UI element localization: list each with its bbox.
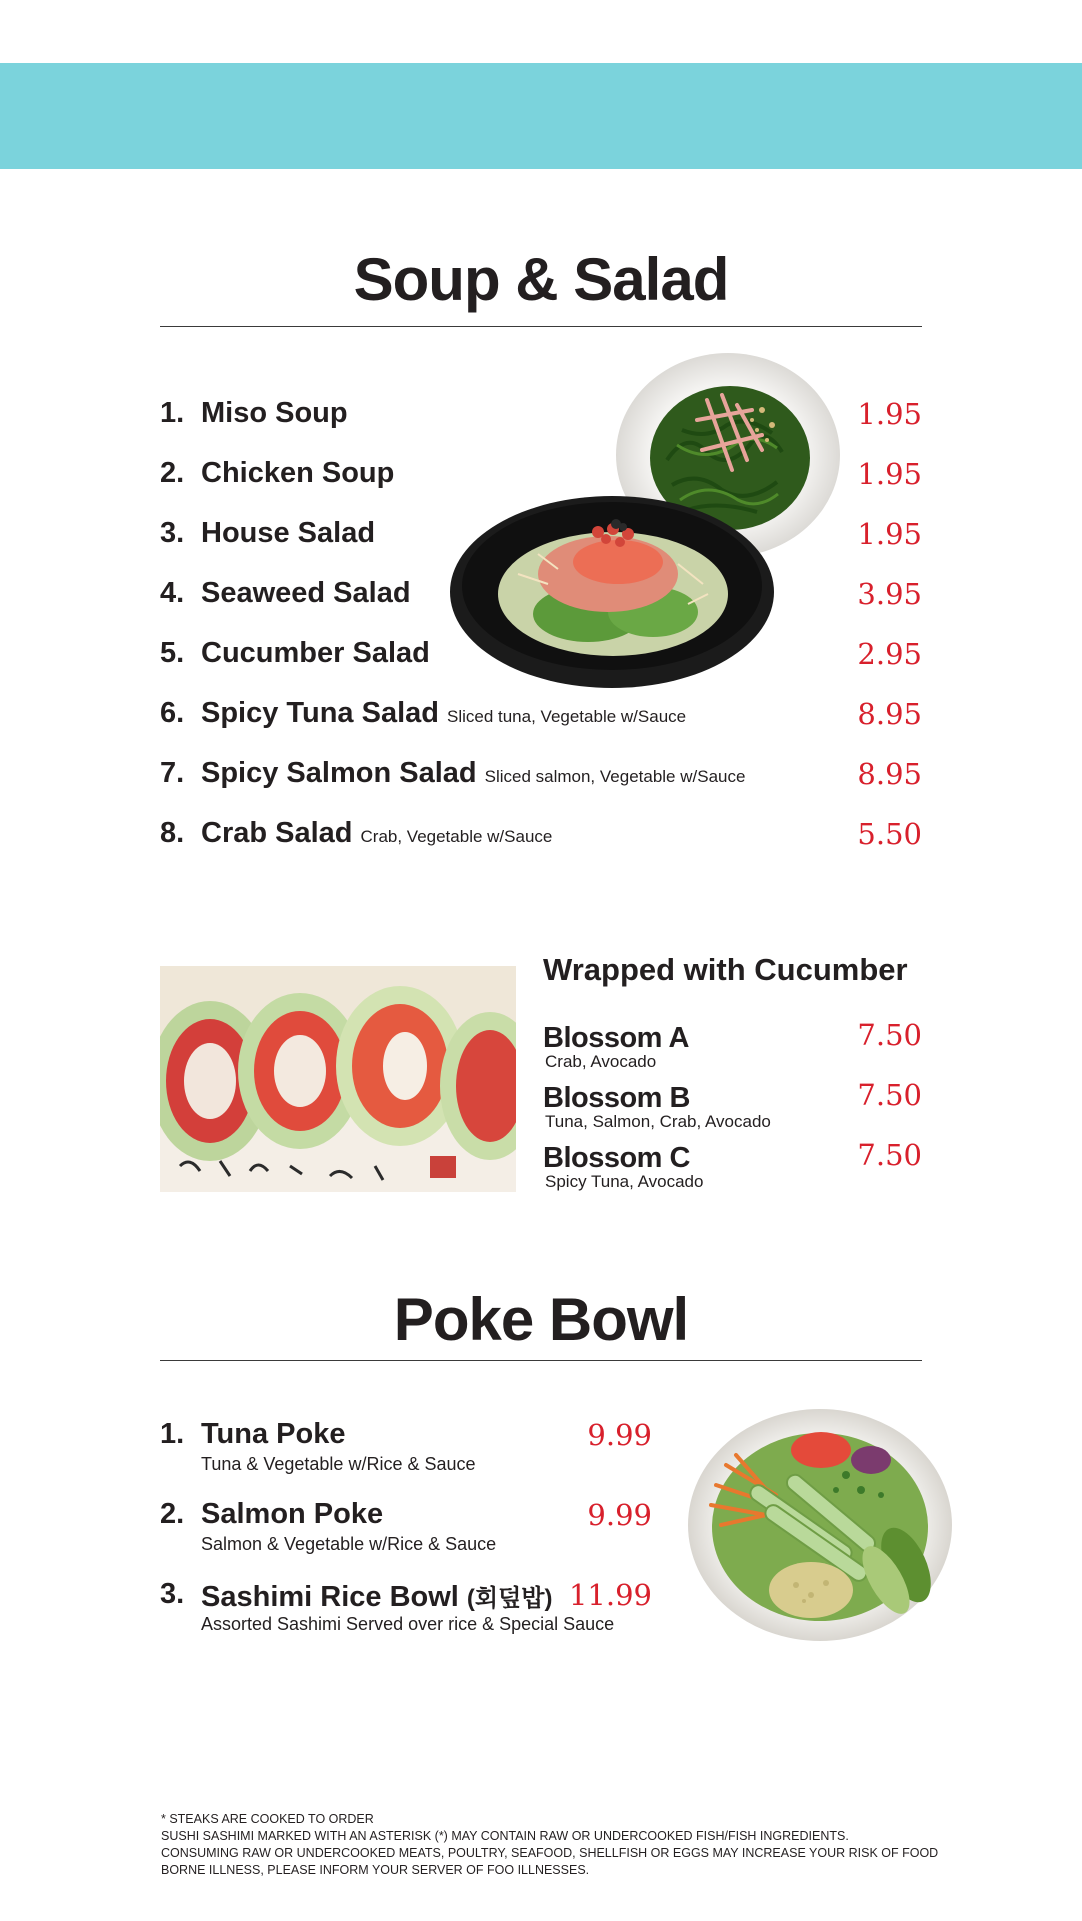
item-price: 2.95: [857, 637, 922, 671]
item-number: 1.: [160, 397, 185, 429]
item-description: Tuna, Salmon, Crab, Avocado: [545, 1112, 771, 1131]
item-name: Chicken Soup: [201, 457, 395, 489]
menu-item: [160, 1578, 652, 1648]
item-number: 3.: [160, 517, 185, 549]
menu-item: [160, 517, 922, 561]
item-price: 7.50: [857, 1138, 922, 1172]
item-name: Sashimi Rice Bowl: [201, 1581, 459, 1613]
menu-item: [543, 1078, 922, 1142]
item-name: Spicy Salmon Salad: [201, 757, 477, 789]
item-price: 8.95: [857, 697, 922, 731]
disclaimer: [161, 1811, 939, 1879]
item-number: 6.: [160, 697, 185, 729]
menu-item: [543, 1138, 922, 1202]
item-number: 8.: [160, 817, 185, 849]
menu-item: [160, 757, 922, 801]
item-description: Crab, Avocado: [545, 1052, 657, 1071]
menu-item: [160, 697, 922, 741]
item-description: Salmon & Vegetable w/Rice & Sauce: [201, 1534, 497, 1554]
item-number: 3.: [160, 1578, 185, 1610]
section-divider: [160, 1360, 922, 1361]
subsection-title-wrapped: Wrapped with Cucumber: [543, 952, 908, 987]
menu-item: [160, 1418, 652, 1488]
item-description: Tuna & Vegetable w/Rice & Sauce: [201, 1454, 476, 1474]
disclaimer-line: BORNE ILLNESS, PLEASE INFORM YOUR SERVER OF FOO ILLNESSES.: [161, 1863, 590, 1877]
section-divider: [160, 326, 922, 327]
item-number: 7.: [160, 757, 185, 789]
section-title-poke-bowl: Poke Bowl: [393, 1286, 689, 1353]
item-description: Crab, Vegetable w/Sauce: [360, 827, 553, 846]
item-number: 2.: [160, 1498, 185, 1530]
item-price: 9.99: [587, 1418, 652, 1452]
item-number: 2.: [160, 457, 185, 489]
item-korean-name: (회덮밥): [466, 1585, 553, 1612]
menu-item: [160, 457, 922, 501]
item-description: Assorted Sashimi Served over rice & Special Sauce: [201, 1614, 615, 1634]
menu-item: [160, 577, 922, 621]
item-name: Miso Soup: [201, 397, 348, 429]
menu-item: [160, 637, 922, 681]
item-number: 5.: [160, 637, 185, 669]
poke-bowl-photo: [686, 1405, 954, 1645]
item-price: 7.50: [857, 1018, 922, 1052]
item-price: 9.99: [587, 1498, 652, 1532]
item-name: Spicy Tuna Salad: [201, 697, 439, 729]
item-description: Spicy Tuna, Avocado: [545, 1172, 704, 1191]
menu-item: [160, 817, 922, 861]
item-price: 1.95: [857, 397, 922, 431]
item-name: Seaweed Salad: [201, 577, 411, 609]
item-name: Crab Salad: [201, 817, 353, 849]
item-name: Tuna Poke: [201, 1418, 346, 1450]
disclaimer-line: * STEAKS ARE COOKED TO ORDER: [161, 1812, 374, 1826]
disclaimer-line: CONSUMING RAW OR UNDERCOOKED MEATS, POULTRY, SEAFOOD, SHELLFISH OR EGGS MAY INCREASE YOUR RISK OF FOOD: [161, 1846, 939, 1860]
item-number: 4.: [160, 577, 185, 609]
item-name: Cucumber Salad: [201, 637, 430, 669]
item-description: Sliced tuna, Vegetable w/Sauce: [446, 707, 687, 726]
item-name: Blossom B: [543, 1082, 690, 1114]
item-price: 11.99: [568, 1578, 652, 1612]
item-price: 1.95: [857, 517, 922, 551]
header-band: [0, 63, 1082, 169]
cucumber-roll-photo: [160, 966, 516, 1192]
section-title-soup-salad: Soup & Salad: [353, 246, 729, 313]
item-price: 7.50: [857, 1078, 922, 1112]
item-name: Blossom A: [543, 1022, 689, 1054]
menu-item: [160, 1498, 652, 1568]
disclaimer-line: SUSHI SASHIMI MARKED WITH AN ASTERISK (*) MAY CONTAIN RAW OR UNDERCOOKED FISH/FISH INGREDIENTS.: [161, 1829, 849, 1843]
item-name: Salmon Poke: [201, 1498, 384, 1530]
item-name: Blossom C: [543, 1142, 690, 1174]
item-price: 5.50: [857, 817, 922, 851]
menu-item: [160, 397, 922, 441]
item-number: 1.: [160, 1418, 185, 1450]
item-description: Sliced salmon, Vegetable w/Sauce: [484, 767, 746, 786]
item-price: 3.95: [857, 577, 922, 611]
item-price: 1.95: [857, 457, 922, 491]
item-name: House Salad: [201, 517, 376, 549]
item-price: 8.95: [857, 757, 922, 791]
menu-item: [543, 1018, 922, 1082]
